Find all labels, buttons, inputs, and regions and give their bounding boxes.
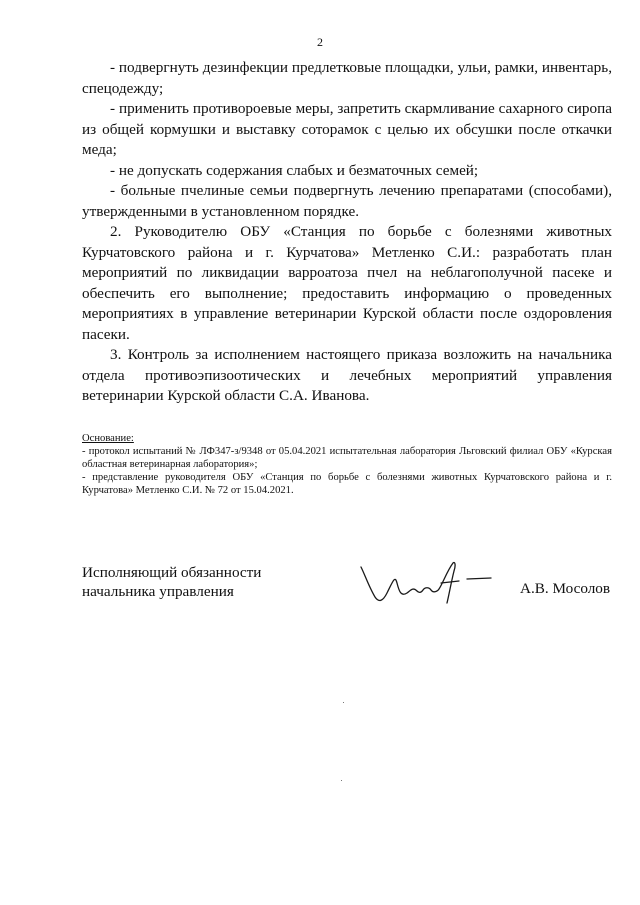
basis-item-protocol: - протокол испытаний № ЛФ347-з/9348 от 05.04.2021 испытательная лаборатория Льговский филиал ОБУ «Курская областная ветеринарная лаборатория»; (82, 446, 612, 470)
measure-disinfection: - подвергнуть дезинфекции предлетковые площадки, ульи, рамки, инвентарь, спецодежду; (82, 59, 612, 97)
measure-anti-swarming: - применить противороевые меры, запретить скармливание сахарного сиропа из общей кормушки и выставку соторамок с целью их обсушки после откачки меда; (82, 100, 612, 158)
basis-section (82, 432, 612, 497)
measure-weak-colonies: - не допускать содержания слабых и безматочных семей; (110, 161, 479, 179)
basis-item-submission: - представление руководителя ОБУ «Станция по борьбе с болезнями животных Курчатовского района и г. Курчатова» Метленко С.И. № 72 от 15.04.2021. (82, 472, 612, 496)
scan-speck (341, 780, 342, 781)
signer-position (82, 563, 261, 601)
measure-treatment: - больные пчелиные семьи подвергнуть лечению препаратами (способами), утвержденными в установленном порядке. (82, 182, 612, 220)
signer-position-line-2: начальника управления (82, 583, 234, 600)
scan-speck (343, 702, 344, 703)
clause-3-control: 3. Контроль за исполнением настоящего приказа возложить на начальника отдела противоэпизоотических и лечебных мероприятий управления ветеринарии Курской области С.А. Иванова. (82, 346, 612, 404)
order-body-text (82, 58, 612, 407)
handwritten-signature (355, 553, 495, 613)
page-number: 2 (317, 35, 323, 49)
basis-title: Основание: (82, 433, 134, 444)
clause-2-station-head: 2. Руководителю ОБУ «Станция по борьбе с болезнями животных Курчатовского района и г. Курчатова» Метленко С.И.: разработать план мероприятий по ликвидации варроатоза пчел на неблагополучной пасеке и обеспечить его выполнение; предоставить информацию о проведенных мероприятиях в управление ветеринарии Курской области после оздоровления пасеки. (82, 223, 612, 343)
signer-name: А.В. Мосолов (520, 580, 611, 597)
signer-position-line-1: Исполняющий обязанности (82, 564, 262, 581)
